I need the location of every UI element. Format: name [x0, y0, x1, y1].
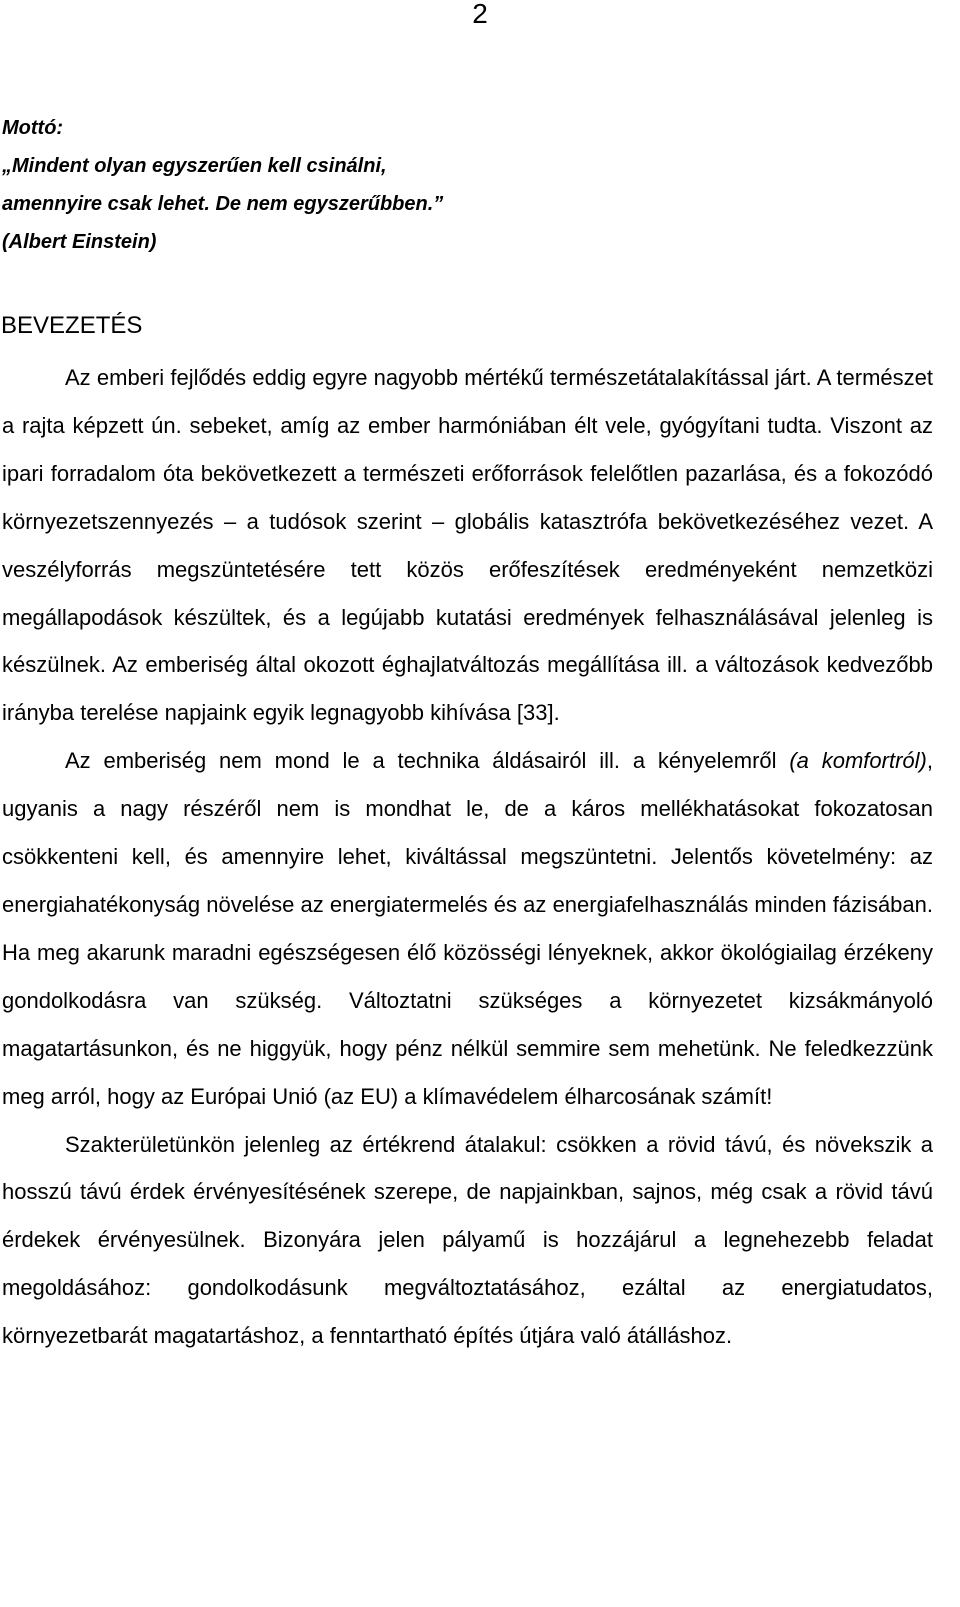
motto-quote-line-1: „Mindent olyan egyszerűen kell csinálni,	[2, 155, 387, 177]
motto-block	[2, 109, 942, 261]
paragraph-2	[2, 737, 933, 1120]
body-text	[2, 354, 933, 1360]
page-number: 2	[472, 0, 488, 29]
paragraph-2-end: , ugyanis a nagy részéről nem is mondhat le, de a káros mellékhatásokat fokozatosan csökkenteni kell, és amennyire lehet, kiváltással megszüntetni. Jelentős követelmény: az energiahatékonyság növelése az energiatermelés és az energiafelhasználás minden fázisában. Ha meg akarunk maradni egészségesen élő közösségi lényeknek, akkor ökológiailag érzékeny gondolkodásra van szükség. Változtatni szükséges a környezetet kizsákmányoló magatartásunkon, és ne higgyük, hogy pénz nélkül semmire sem mehetünk. Ne feledkezzünk meg arról, hogy az Európai Unió (az EU) a klímavédelem élharcosának számít!	[2, 748, 933, 1109]
paragraph-2-italic: (a komfortról)	[789, 748, 927, 774]
paragraph-2-start: Az emberiség nem mond le a technika áldásairól ill. a kényelemről	[65, 748, 790, 774]
motto-author: (Albert Einstein)	[2, 231, 157, 253]
paragraph-3: Szakterületünkön jelenleg az értékrend átalakul: csökken a rövid távú, és növekszik a hosszú távú érdek érvényesítésének szerepe, de napjainkban, sajnos, még csak a rövid távú érdekek érvényesülnek. Bizonyára jelen pályamű is hozzájárul a legnehezebb feladat megoldásához: gondolkodásunk megváltoztatásához, ezáltal az energiatudatos, környezetbarát magatartáshoz, a fenntartható építés útjára való átálláshoz.	[2, 1131, 933, 1349]
paragraph-1: Az emberi fejlődés eddig egyre nagyobb mértékű természetátalakítással járt. A természet a rajta képzett ún. sebeket, amíg az ember harmóniában élt vele, gyógyítani tudta. Viszont az ipari forradalom óta bekövetkezett a természeti erőforrások felelőtlen pazarlása, és a fokozódó környezetszennyezés – a tudósok szerint – globális katasztrófa bekövetkezéséhez vezet. A veszélyforrás megszüntetésére tett közös erőfeszítések eredményeként nemzetközi megállapodások készültek, és a legújabb kutatási eredmények felhasználásával jelenleg is készülnek. Az emberiség által okozott éghajlatváltozás megállítása ill. a változások kedvezőbb irányba terelése napjaink egyik legnagyobb kihívása [33].	[2, 365, 933, 726]
section-title: BEVEZETÉS	[1, 312, 143, 339]
motto-label: Mottó:	[2, 117, 64, 139]
motto-quote-line-2: amennyire csak lehet. De nem egyszerűbben.”	[2, 193, 444, 215]
